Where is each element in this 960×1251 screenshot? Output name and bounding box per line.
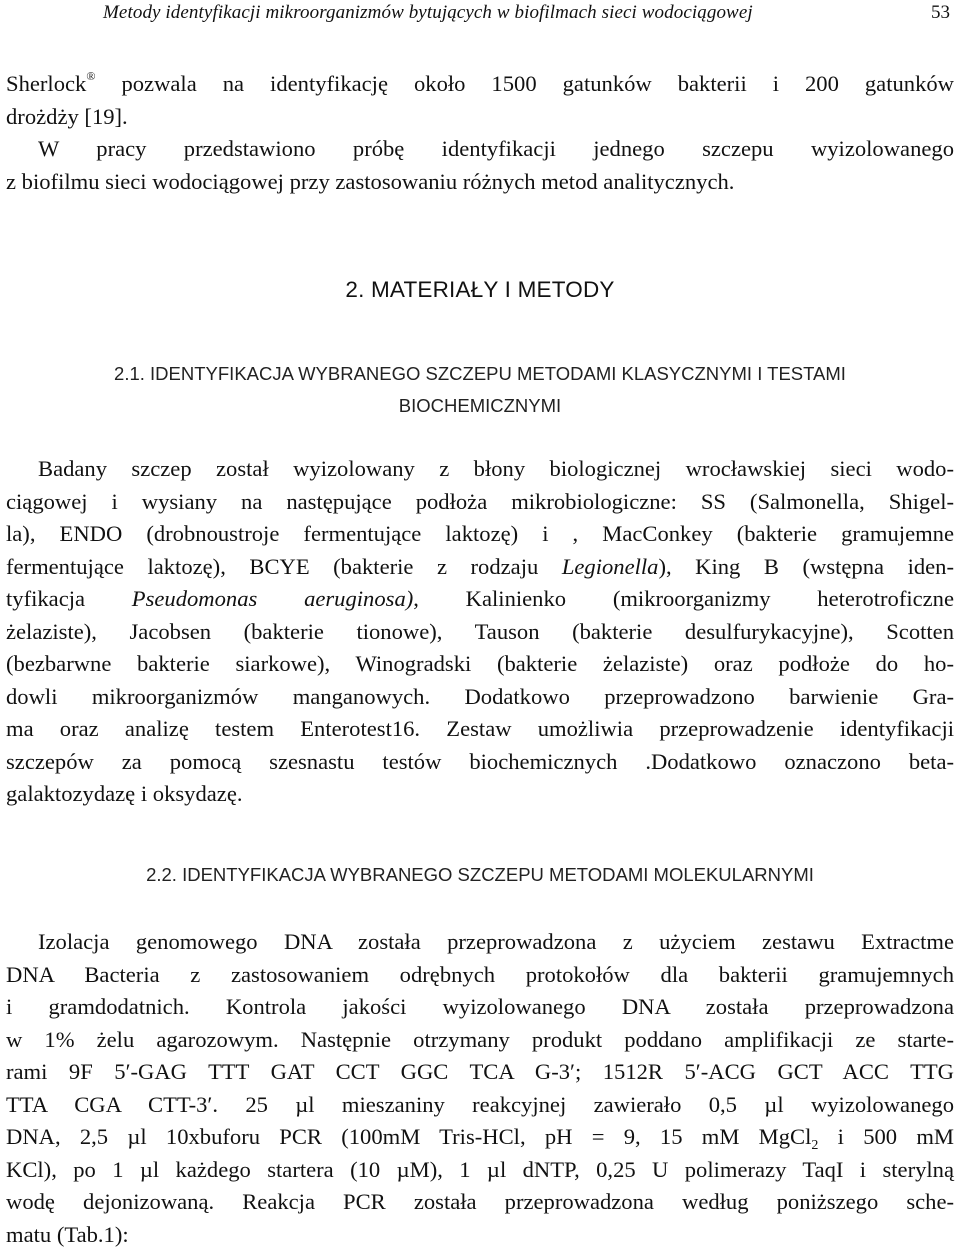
subsection-heading-2-1 — [0, 358, 960, 422]
italic-species: Pseudomonas aeruginosa) — [132, 586, 413, 611]
text-line: drożdży [19]. — [6, 101, 954, 134]
paragraph-2-2 — [6, 926, 954, 1251]
subsection-heading-line: BIOCHEMICZNYMI — [0, 390, 960, 422]
text-run: , Kalinienko (mikroorganizmy heterotroficzne — [413, 586, 954, 611]
text-run: fermentujące laktozę), BCYE (bakterie z rodzaju — [6, 554, 562, 579]
running-header — [0, 0, 960, 40]
subsection-heading-line: 2.1. IDENTYFIKACJA WYBRANEGO SZCZEPU METODAMI KLASYCZNYMI I TESTAMI — [0, 358, 960, 390]
subsection-heading-2-2: 2.2. IDENTYFIKACJA WYBRANEGO SZCZEPU METODAMI MOLEKULARNYMI — [0, 864, 960, 886]
text-line: Izolacja genomowego DNA została przeprowadzona z użyciem zestawu Extractme — [6, 926, 954, 959]
text-line: W pracy przedstawiono próbę identyfikacji jednego szczepu wyizolowanego — [6, 133, 954, 166]
section-heading: 2. MATERIAŁY I METODY — [0, 277, 960, 303]
text-line: z biofilmu sieci wodociągowej przy zastosowaniu różnych metod analitycznych. — [6, 166, 954, 199]
intro-paragraph-1 — [6, 68, 954, 133]
paragraph-2-1 — [6, 453, 954, 811]
text-line: rami 9F 5′-GAG TTT GAT CCT GGC TCA G-3′; 1512R 5′-ACG GCT ACC TTG — [6, 1056, 954, 1089]
text-line: DNA Bacteria z zastosowaniem odrębnych protokołów dla bakterii gramujemnych — [6, 959, 954, 992]
text-run: i 500 mM — [818, 1124, 954, 1149]
text-run: DNA, 2,5 µl 10xbuforu PCR (100mM Tris-HCl, pH = 9, 15 mM MgCl — [6, 1124, 811, 1149]
page-number: 53 — [931, 2, 950, 24]
text-line: wodę dejonizowaną. Reakcja PCR została przeprowadzona według poniższego sche- — [6, 1186, 954, 1219]
text-line: la), ENDO (drobnoustroje fermentujące laktozę) i , MacConkey (bakterie gramujemne — [6, 518, 954, 551]
text-line — [6, 583, 954, 616]
subscript: 2 — [811, 1138, 818, 1153]
text-run: tyfikacja — [6, 586, 132, 611]
text-line: KCl), po 1 µl każdego startera (10 µM), 1 µl dNTP, 0,25 U polimerazy TaqI i sterylną — [6, 1154, 954, 1187]
text-line: matu (Tab.1): — [6, 1219, 954, 1251]
text-line: żelaziste), Jacobsen (bakterie tionowe), Tauson (bakterie desulfurykacyjne), Scotten — [6, 616, 954, 649]
text-line: szczepów za pomocą szesnastu testów biochemicznych .Dodatkowo oznaczono beta- — [6, 746, 954, 779]
registered-mark: ® — [86, 69, 95, 83]
italic-genus: Legionella — [562, 554, 659, 579]
text-run: pozwala na identyfikację około 1500 gatunków bakterii i 200 gatunków — [95, 71, 954, 96]
text-line: ma oraz analizę testem Enterotest16. Zestaw umożliwia przeprowadzenie identyfikacji — [6, 713, 954, 746]
text-line — [6, 551, 954, 584]
text-line: Badany szczep został wyizolowany z błony biologicznej wrocławskiej sieci wodo- — [6, 453, 954, 486]
text-line: (bezbarwne bakterie siarkowe), Winogradski (bakterie żelaziste) oraz podłoże do ho- — [6, 648, 954, 681]
text-line: w 1% żelu agarozowym. Następnie otrzymany produkt poddano amplifikacji ze starte- — [6, 1024, 954, 1057]
text-line — [6, 1121, 954, 1154]
intro-paragraph-2 — [6, 133, 954, 198]
text-line — [6, 68, 954, 101]
text-line: ciągowej i wysiany na następujące podłoża mikrobiologiczne: SS (Salmonella, Shigel- — [6, 486, 954, 519]
text-run: Sherlock — [6, 71, 86, 96]
text-run: ), King B (wstępna iden- — [658, 554, 954, 579]
text-line: dowli mikroorganizmów manganowych. Dodatkowo przeprowadzono barwienie Gra- — [6, 681, 954, 714]
text-line: i gramdodatnich. Kontrola jakości wyizolowanego DNA została przeprowadzona — [6, 991, 954, 1024]
text-line: TTA CGA CTT-3′. 25 µl mieszaniny reakcyjnej zawierało 0,5 µl wyizolowanego — [6, 1089, 954, 1122]
running-title: Metody identyfikacji mikroorganizmów bytujących w biofilmach sieci wodociągowej — [103, 2, 753, 24]
text-line: galaktozydazę i oksydazę. — [6, 778, 954, 811]
